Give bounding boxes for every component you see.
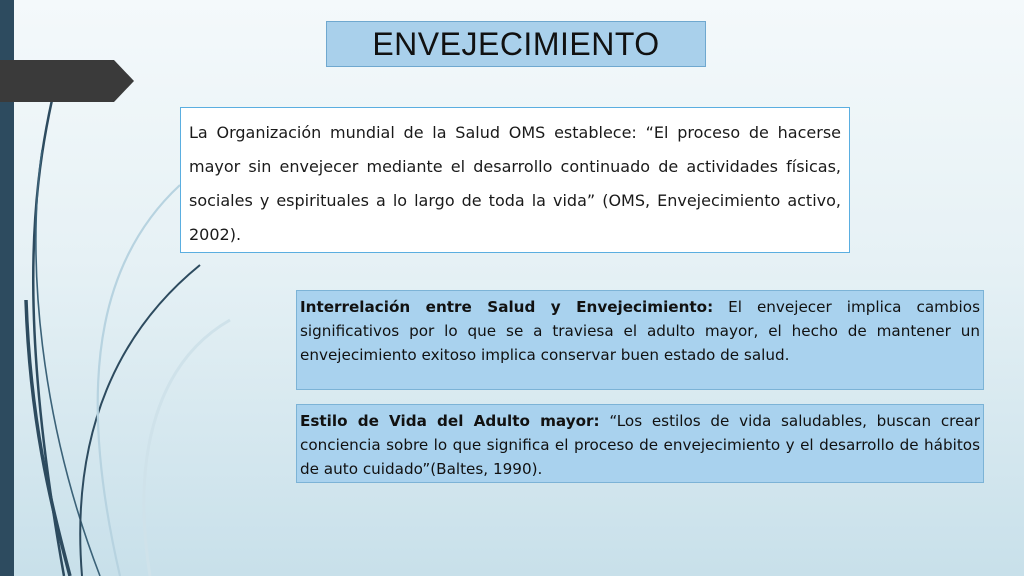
interrelacion-paragraph [300,295,980,367]
oms-quote-box [180,107,850,253]
estilo-vida-box [296,404,984,483]
page-title: ENVEJECIMIENTO [372,25,660,62]
tab-arrow-shape [0,0,134,576]
estilo-vida-body: “Los estilos de vida saludables, buscan crear conciencia sobre lo que significa el proceso de envejecimiento y el desarrollo de hábitos de auto cuidado”(Baltes, 1990). [300,412,980,478]
estilo-vida-paragraph [300,409,980,481]
interrelacion-heading: Interrelación entre Salud y Envejecimiento: [300,298,714,316]
interrelacion-body: El envejecer implica cambios significativos por lo que se a traviesa el adulto mayor, el hecho de mantener un envejecimiento exitoso implica conservar buen estado de salud. [300,298,980,364]
title-box [326,21,706,67]
interrelacion-box [296,290,984,390]
estilo-vida-heading: Estilo de Vida del Adulto mayor: [300,412,600,430]
oms-quote-text: La Organización mundial de la Salud OMS establece: “El proceso de hacerse mayor sin envejecer mediante el desarrollo continuado de actividades físicas, sociales y espirituales a lo largo de toda la vida” (OMS, Envejecimiento activo, 2002). [189,123,841,244]
